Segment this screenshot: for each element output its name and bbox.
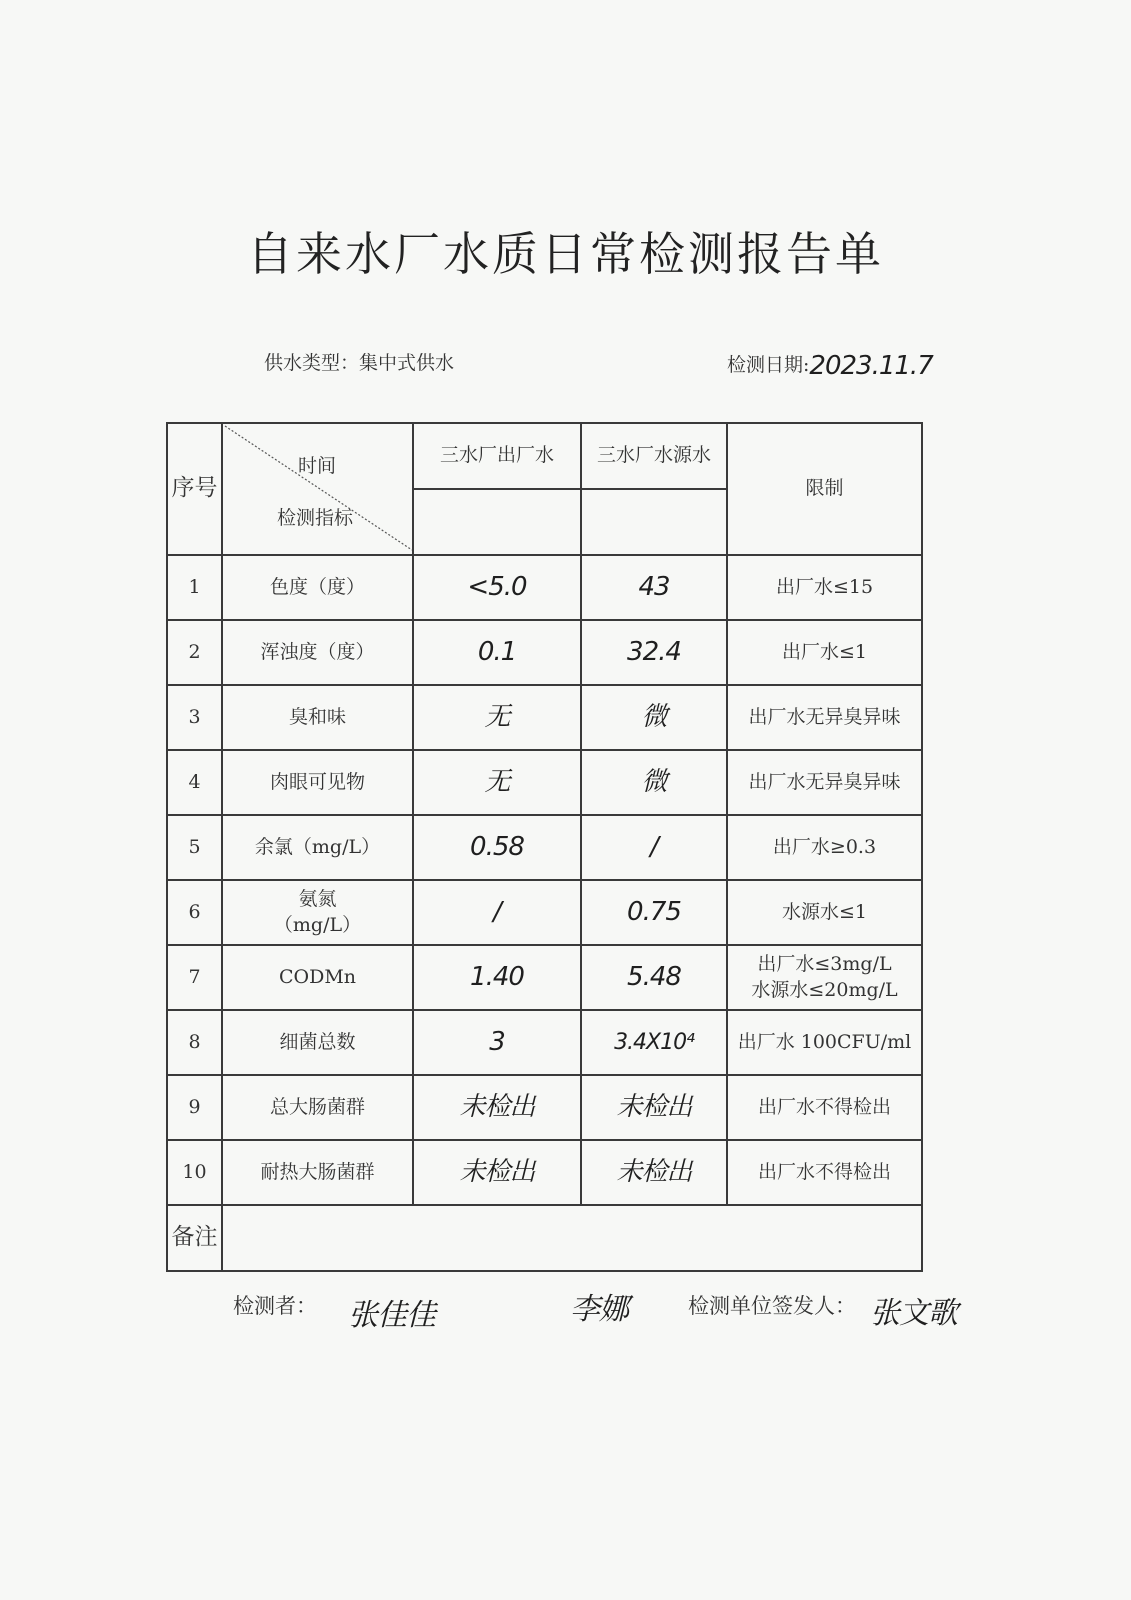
row-limit-line1: 出厂水≤3mg/L bbox=[757, 952, 892, 975]
row-limit: 出厂水≤15 bbox=[727, 555, 922, 620]
header-col-source: 三水厂水源水 bbox=[581, 423, 727, 489]
table-row bbox=[167, 945, 922, 1010]
issuer-signature: 张文歌 bbox=[870, 1296, 957, 1331]
diagonal-line bbox=[223, 424, 414, 554]
row-source-value: 0.75 bbox=[581, 880, 727, 945]
row-limit: 出厂水≥0.3 bbox=[727, 815, 922, 880]
row-limit: 出厂水 100CFU/ml bbox=[727, 1010, 922, 1075]
row-number: 7 bbox=[167, 945, 222, 1010]
row-number: 2 bbox=[167, 620, 222, 685]
row-indicator bbox=[222, 880, 413, 945]
row-number: 9 bbox=[167, 1075, 222, 1140]
row-number: 10 bbox=[167, 1140, 222, 1205]
tester-label: 检测者： bbox=[233, 1294, 317, 1318]
row-number: 6 bbox=[167, 880, 222, 945]
header-seq: 序号 bbox=[167, 423, 222, 555]
test-date-label: 检测日期: bbox=[727, 354, 810, 376]
row-indicator: 浑浊度（度） bbox=[222, 620, 413, 685]
row-limit: 出厂水不得检出 bbox=[727, 1140, 922, 1205]
row-indicator: 余氯（mg/L） bbox=[222, 815, 413, 880]
tester-signature-1: 张佳佳 bbox=[348, 1298, 435, 1333]
issuer-label: 检测单位签发人： bbox=[688, 1294, 856, 1318]
row-outflow-value: 3 bbox=[413, 1010, 581, 1075]
row-indicator: 耐热大肠菌群 bbox=[222, 1140, 413, 1205]
row-indicator: 细菌总数 bbox=[222, 1010, 413, 1075]
report-title: 自来水厂水质日常检测报告单 bbox=[247, 227, 884, 281]
row-indicator-line2: （mg/L） bbox=[273, 913, 362, 936]
table-row bbox=[167, 620, 922, 685]
row-number: 5 bbox=[167, 815, 222, 880]
row-number: 1 bbox=[167, 555, 222, 620]
tester-signature-2: 李娜 bbox=[570, 1292, 628, 1327]
report-table bbox=[166, 422, 923, 1272]
row-indicator: 肉眼可见物 bbox=[222, 750, 413, 815]
header-col-outflow: 三水厂出厂水 bbox=[413, 423, 581, 489]
row-number: 4 bbox=[167, 750, 222, 815]
row-outflow-value: 无 bbox=[413, 750, 581, 815]
row-outflow-value: 0.58 bbox=[413, 815, 581, 880]
row-indicator: CODMn bbox=[222, 945, 413, 1010]
row-indicator: 色度（度） bbox=[222, 555, 413, 620]
header-row bbox=[167, 423, 922, 489]
header-indicator: 检测指标 bbox=[277, 507, 354, 529]
table-row bbox=[167, 1010, 922, 1075]
row-source-value: 3.4X10⁴ bbox=[581, 1010, 727, 1075]
remarks-value bbox=[222, 1205, 922, 1271]
row-source-value: / bbox=[581, 815, 727, 880]
row-limit bbox=[727, 945, 922, 1010]
row-source-value: 43 bbox=[581, 555, 727, 620]
header-limit: 限制 bbox=[727, 423, 922, 555]
row-number: 3 bbox=[167, 685, 222, 750]
row-limit: 出厂水不得检出 bbox=[727, 1075, 922, 1140]
row-limit: 出厂水≤1 bbox=[727, 620, 922, 685]
row-limit: 出厂水无异臭异味 bbox=[727, 750, 922, 815]
row-outflow-value: 无 bbox=[413, 685, 581, 750]
test-date bbox=[727, 348, 933, 381]
supply-type-label: 供水类型： bbox=[264, 352, 360, 374]
row-limit: 水源水≤1 bbox=[727, 880, 922, 945]
table-row bbox=[167, 1140, 922, 1205]
row-limit-line2: 水源水≤20mg/L bbox=[751, 978, 898, 1001]
supply-type bbox=[264, 348, 454, 375]
row-number: 8 bbox=[167, 1010, 222, 1075]
test-date-value: 2023.11.7 bbox=[809, 351, 933, 381]
row-outflow-value: <5.0 bbox=[413, 555, 581, 620]
remarks-row bbox=[167, 1205, 922, 1271]
table-row bbox=[167, 815, 922, 880]
table-row bbox=[167, 880, 922, 945]
table-row bbox=[167, 750, 922, 815]
row-outflow-value: 0.1 bbox=[413, 620, 581, 685]
row-source-value: 微 bbox=[581, 685, 727, 750]
row-limit: 出厂水无异臭异味 bbox=[727, 685, 922, 750]
row-outflow-value: 未检出 bbox=[413, 1140, 581, 1205]
header-diagonal-cell bbox=[222, 423, 413, 555]
row-source-value: 微 bbox=[581, 750, 727, 815]
row-outflow-value: 1.40 bbox=[413, 945, 581, 1010]
table-row bbox=[167, 685, 922, 750]
row-source-value: 5.48 bbox=[581, 945, 727, 1010]
header-source-blank bbox=[581, 489, 727, 555]
table-row bbox=[167, 555, 922, 620]
header-outflow-blank bbox=[413, 489, 581, 555]
row-indicator-line1: 氨氮 bbox=[298, 887, 337, 910]
table-row bbox=[167, 1075, 922, 1140]
supply-type-value: 集中式供水 bbox=[359, 352, 455, 374]
row-outflow-value: 未检出 bbox=[413, 1075, 581, 1140]
row-indicator: 总大肠菌群 bbox=[222, 1075, 413, 1140]
remarks-label: 备注 bbox=[167, 1205, 222, 1271]
row-outflow-value: / bbox=[413, 880, 581, 945]
header-time: 时间 bbox=[298, 455, 337, 477]
row-source-value: 未检出 bbox=[581, 1075, 727, 1140]
row-source-value: 32.4 bbox=[581, 620, 727, 685]
row-indicator: 臭和味 bbox=[222, 685, 413, 750]
row-source-value: 未检出 bbox=[581, 1140, 727, 1205]
